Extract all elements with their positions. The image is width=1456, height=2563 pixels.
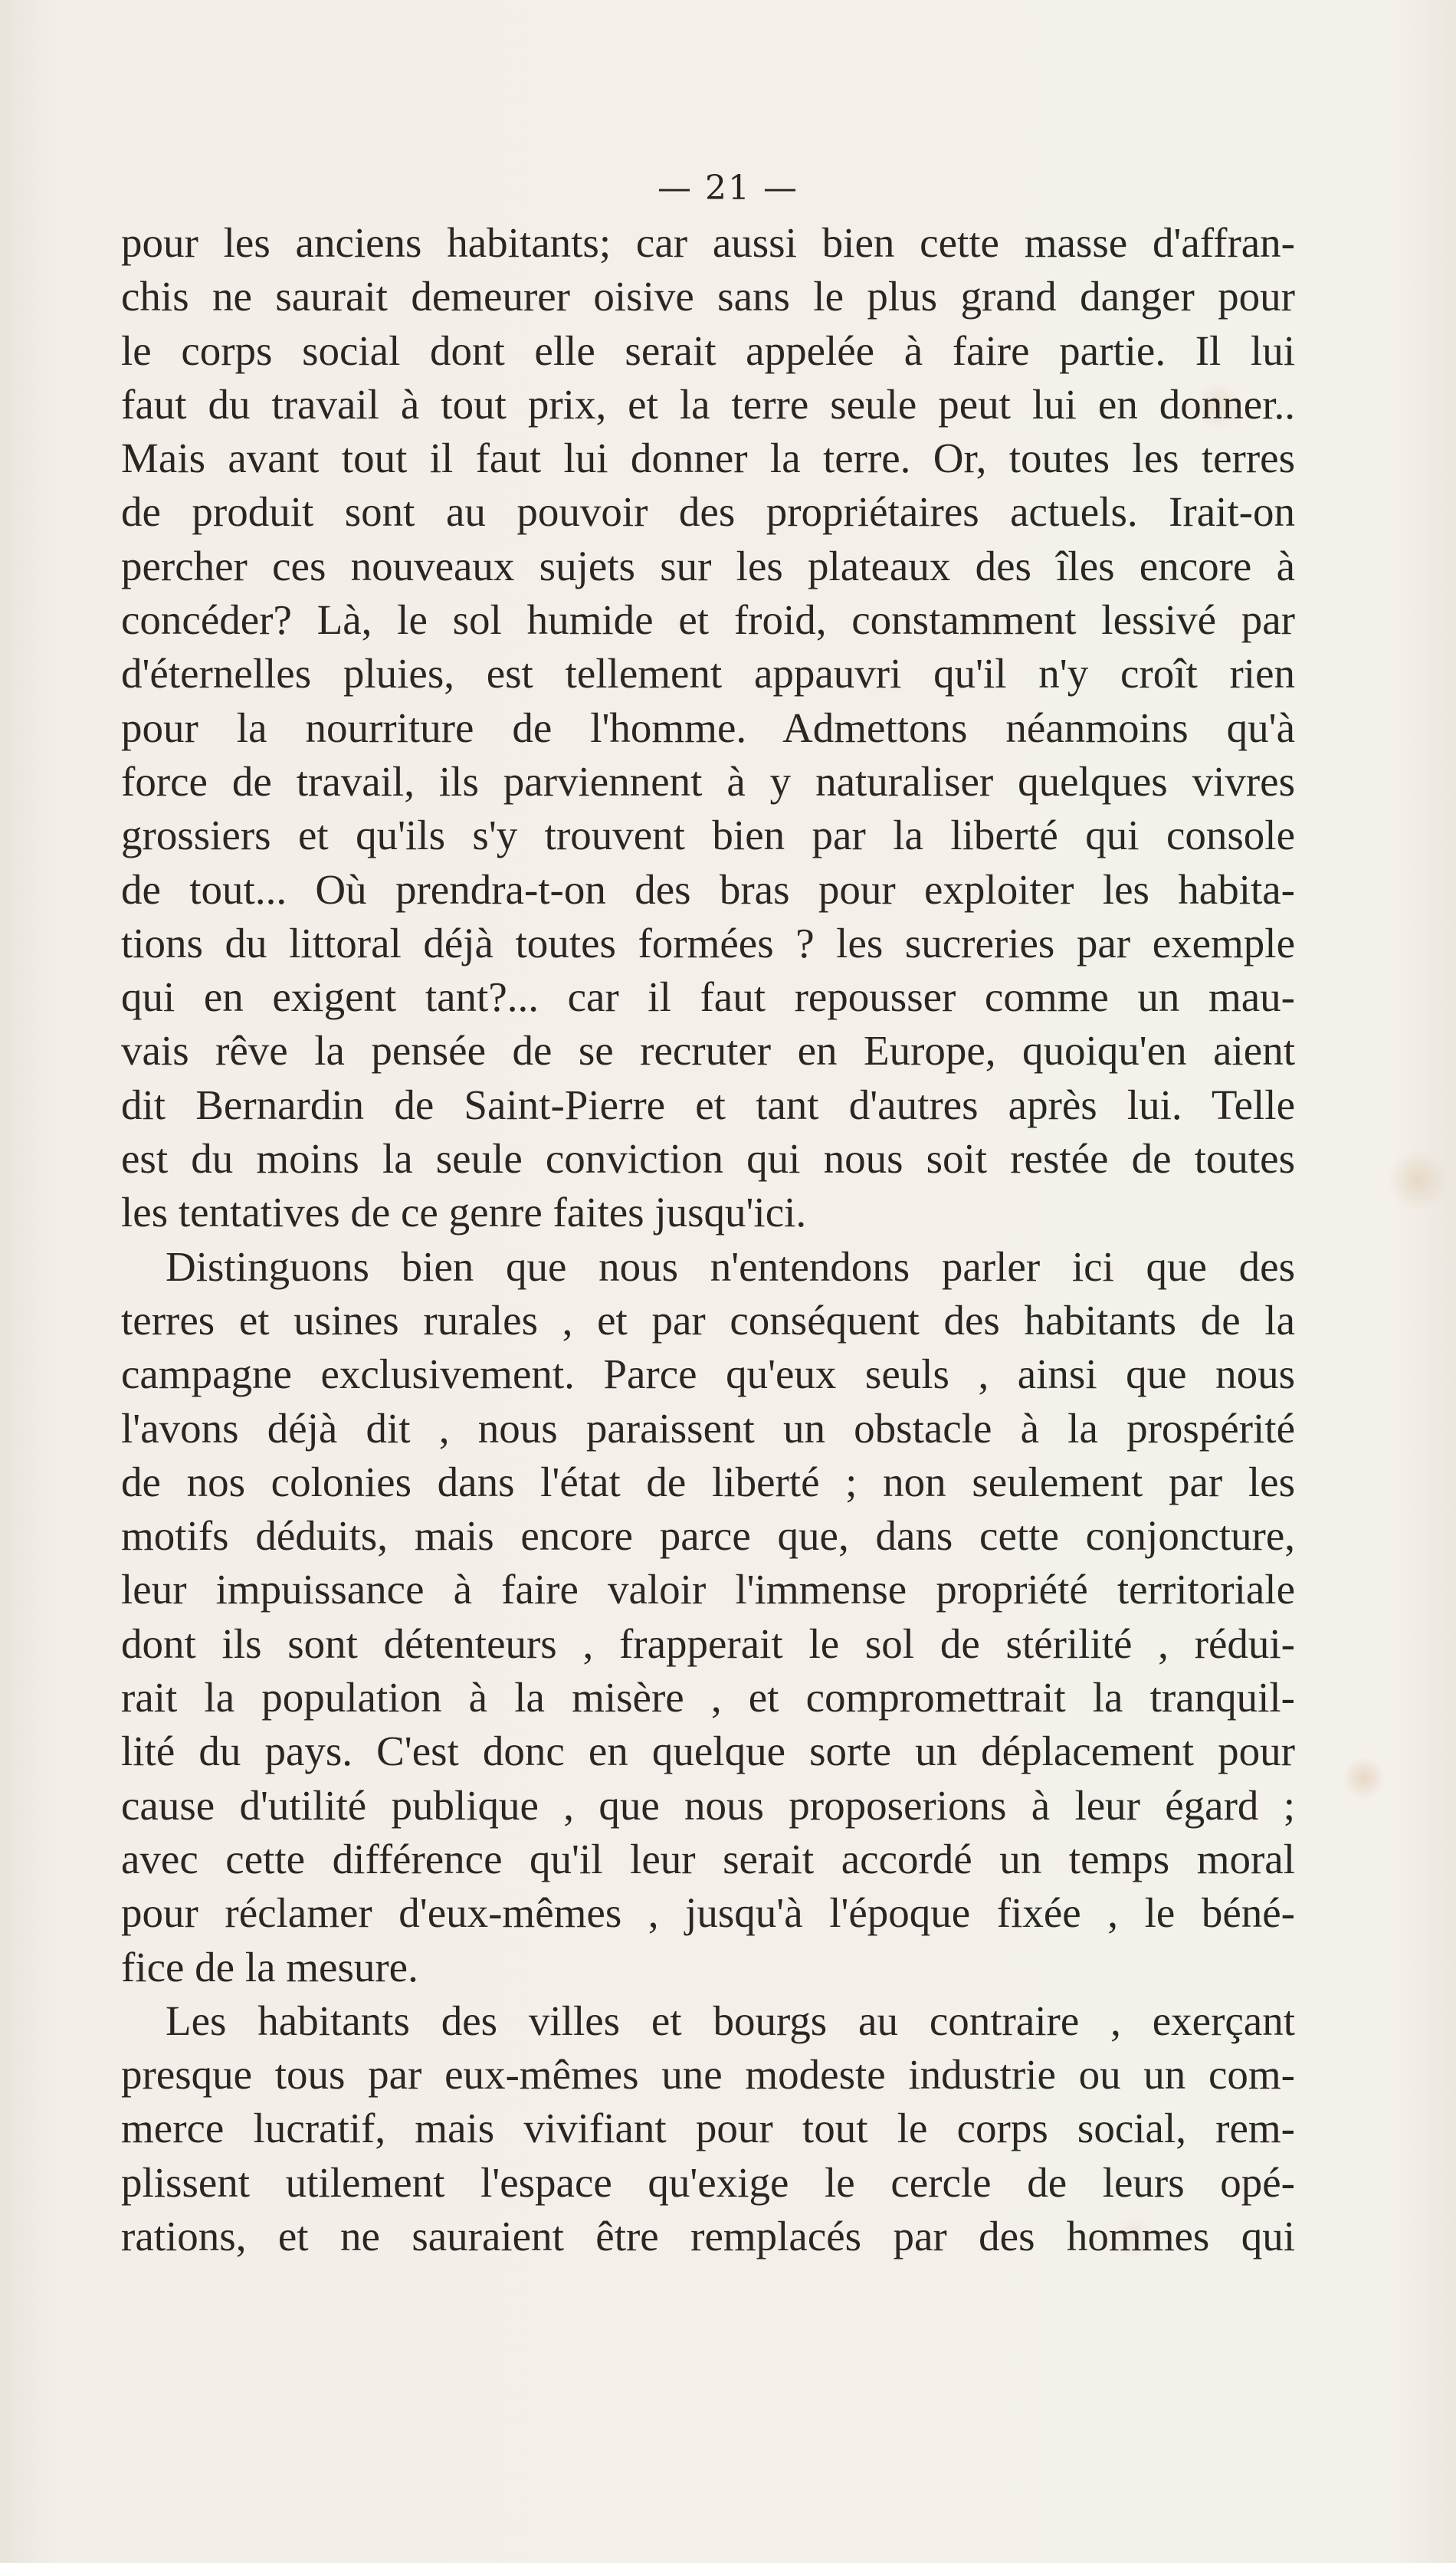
text-line: l'avons déjà dit , nous paraissent un obstacle à la prospérité [121,1404,1295,1452]
text-line: les tentatives de ce genre faites jusqu'ici. [121,1189,807,1236]
text-line: vais rêve la pensée de se recruter en Europe, quoiqu'en aient [121,1027,1295,1075]
page-number: — 21 — [657,169,799,208]
text-line: dit Bernardin de Saint-Pierre et tant d'autres après lui. Telle [121,1081,1295,1128]
text-line: Distinguons bien que nous n'entendons parler ici que des [166,1242,1295,1290]
text-line: pour la nourriture de l'homme. Admettons néanmoins qu'à [121,704,1295,751]
text-line: grossiers et qu'ils s'y trouvent bien par la liberté qui console [121,812,1295,859]
text-line: rait la population à la misère , et compromettrait la tranquil- [121,1674,1295,1721]
text-line: leur impuissance à faire valoir l'immense propriété territoriale [121,1566,1295,1613]
text-line: concéder? Là, le sol humide et froid, constamment lessivé par [121,596,1295,644]
text-line: pour les anciens habitants; car aussi bien cette masse d'affran- [121,219,1295,266]
text-line: terres et usines rurales , et par conséquent des habitants de la [121,1296,1295,1344]
text-line: faut du travail à tout prix, et la terre seule peut lui en donner.. [121,380,1295,428]
body-text [121,216,1295,2263]
text-line: avec cette différence qu'il leur serait accordé un temps moral [121,1835,1295,1882]
text-line: force de travail, ils parviennent à y naturaliser quelques vivres [121,757,1295,805]
text-line: dont ils sont détenteurs , frapperait le sol de stérilité , rédui- [121,1620,1295,1667]
text-line: merce lucratif, mais vivifiant pour tout le corps social, rem- [121,2105,1295,2152]
text-line: le corps social dont elle serait appelée à faire partie. Il lui [121,327,1295,374]
paragraph-3 [121,1994,1295,2263]
text-line: cause d'utilité publique , que nous proposerions à leur égard ; [121,1781,1295,1829]
text-line: tions du littoral déjà toutes formées ? les sucreries par exemple [121,919,1295,966]
text-line: de tout... Où prendra-t-on des bras pour exploiter les habita- [121,865,1295,913]
text-line: est du moins la seule conviction qui nous soit restée de toutes [121,1135,1295,1183]
text-line: de nos colonies dans l'état de liberté ; non seulement par les [121,1458,1295,1505]
text-line: Mais avant tout il faut lui donner la terre. Or, toutes les terres [121,435,1295,482]
text-line: campagne exclusivement. Parce qu'eux seuls , ainsi que nous [121,1350,1295,1398]
paragraph-2 [121,1240,1295,1994]
text-line: motifs déduits, mais encore parce que, dans cette conjoncture, [121,1512,1295,1560]
text-line: rations, et ne sauraient être remplacés par des hommes qui [121,2212,1295,2259]
text-line: qui en exigent tant?... car il faut repousser comme un mau- [121,973,1295,1021]
text-line: presque tous par eux-mêmes une modeste industrie ou un com- [121,2051,1295,2099]
text-line: Les habitants des villes et bourgs au contraire , exerçant [166,1997,1295,2044]
text-line: pour réclamer d'eux-mêmes , jusqu'à l'époque fixée , le béné- [121,1889,1295,1937]
text-line: fice de la mesure. [121,1943,418,1990]
text-line: d'éternelles pluies, est tellement appauvri qu'il n'y croît rien [121,650,1295,697]
text-line: percher ces nouveaux sujets sur les plateaux des îles encore à [121,542,1295,589]
text-line: chis ne saurait demeurer oisive sans le plus grand danger pour [121,273,1295,320]
text-line: de produit sont au pouvoir des propriétaires actuels. Irait-on [121,488,1295,536]
text-line: plissent utilement l'espace qu'exige le cercle de leurs opé- [121,2158,1295,2206]
paragraph-1 [121,216,1295,1240]
text-line: lité du pays. C'est donc en quelque sorte un déplacement pour [121,1728,1295,1775]
